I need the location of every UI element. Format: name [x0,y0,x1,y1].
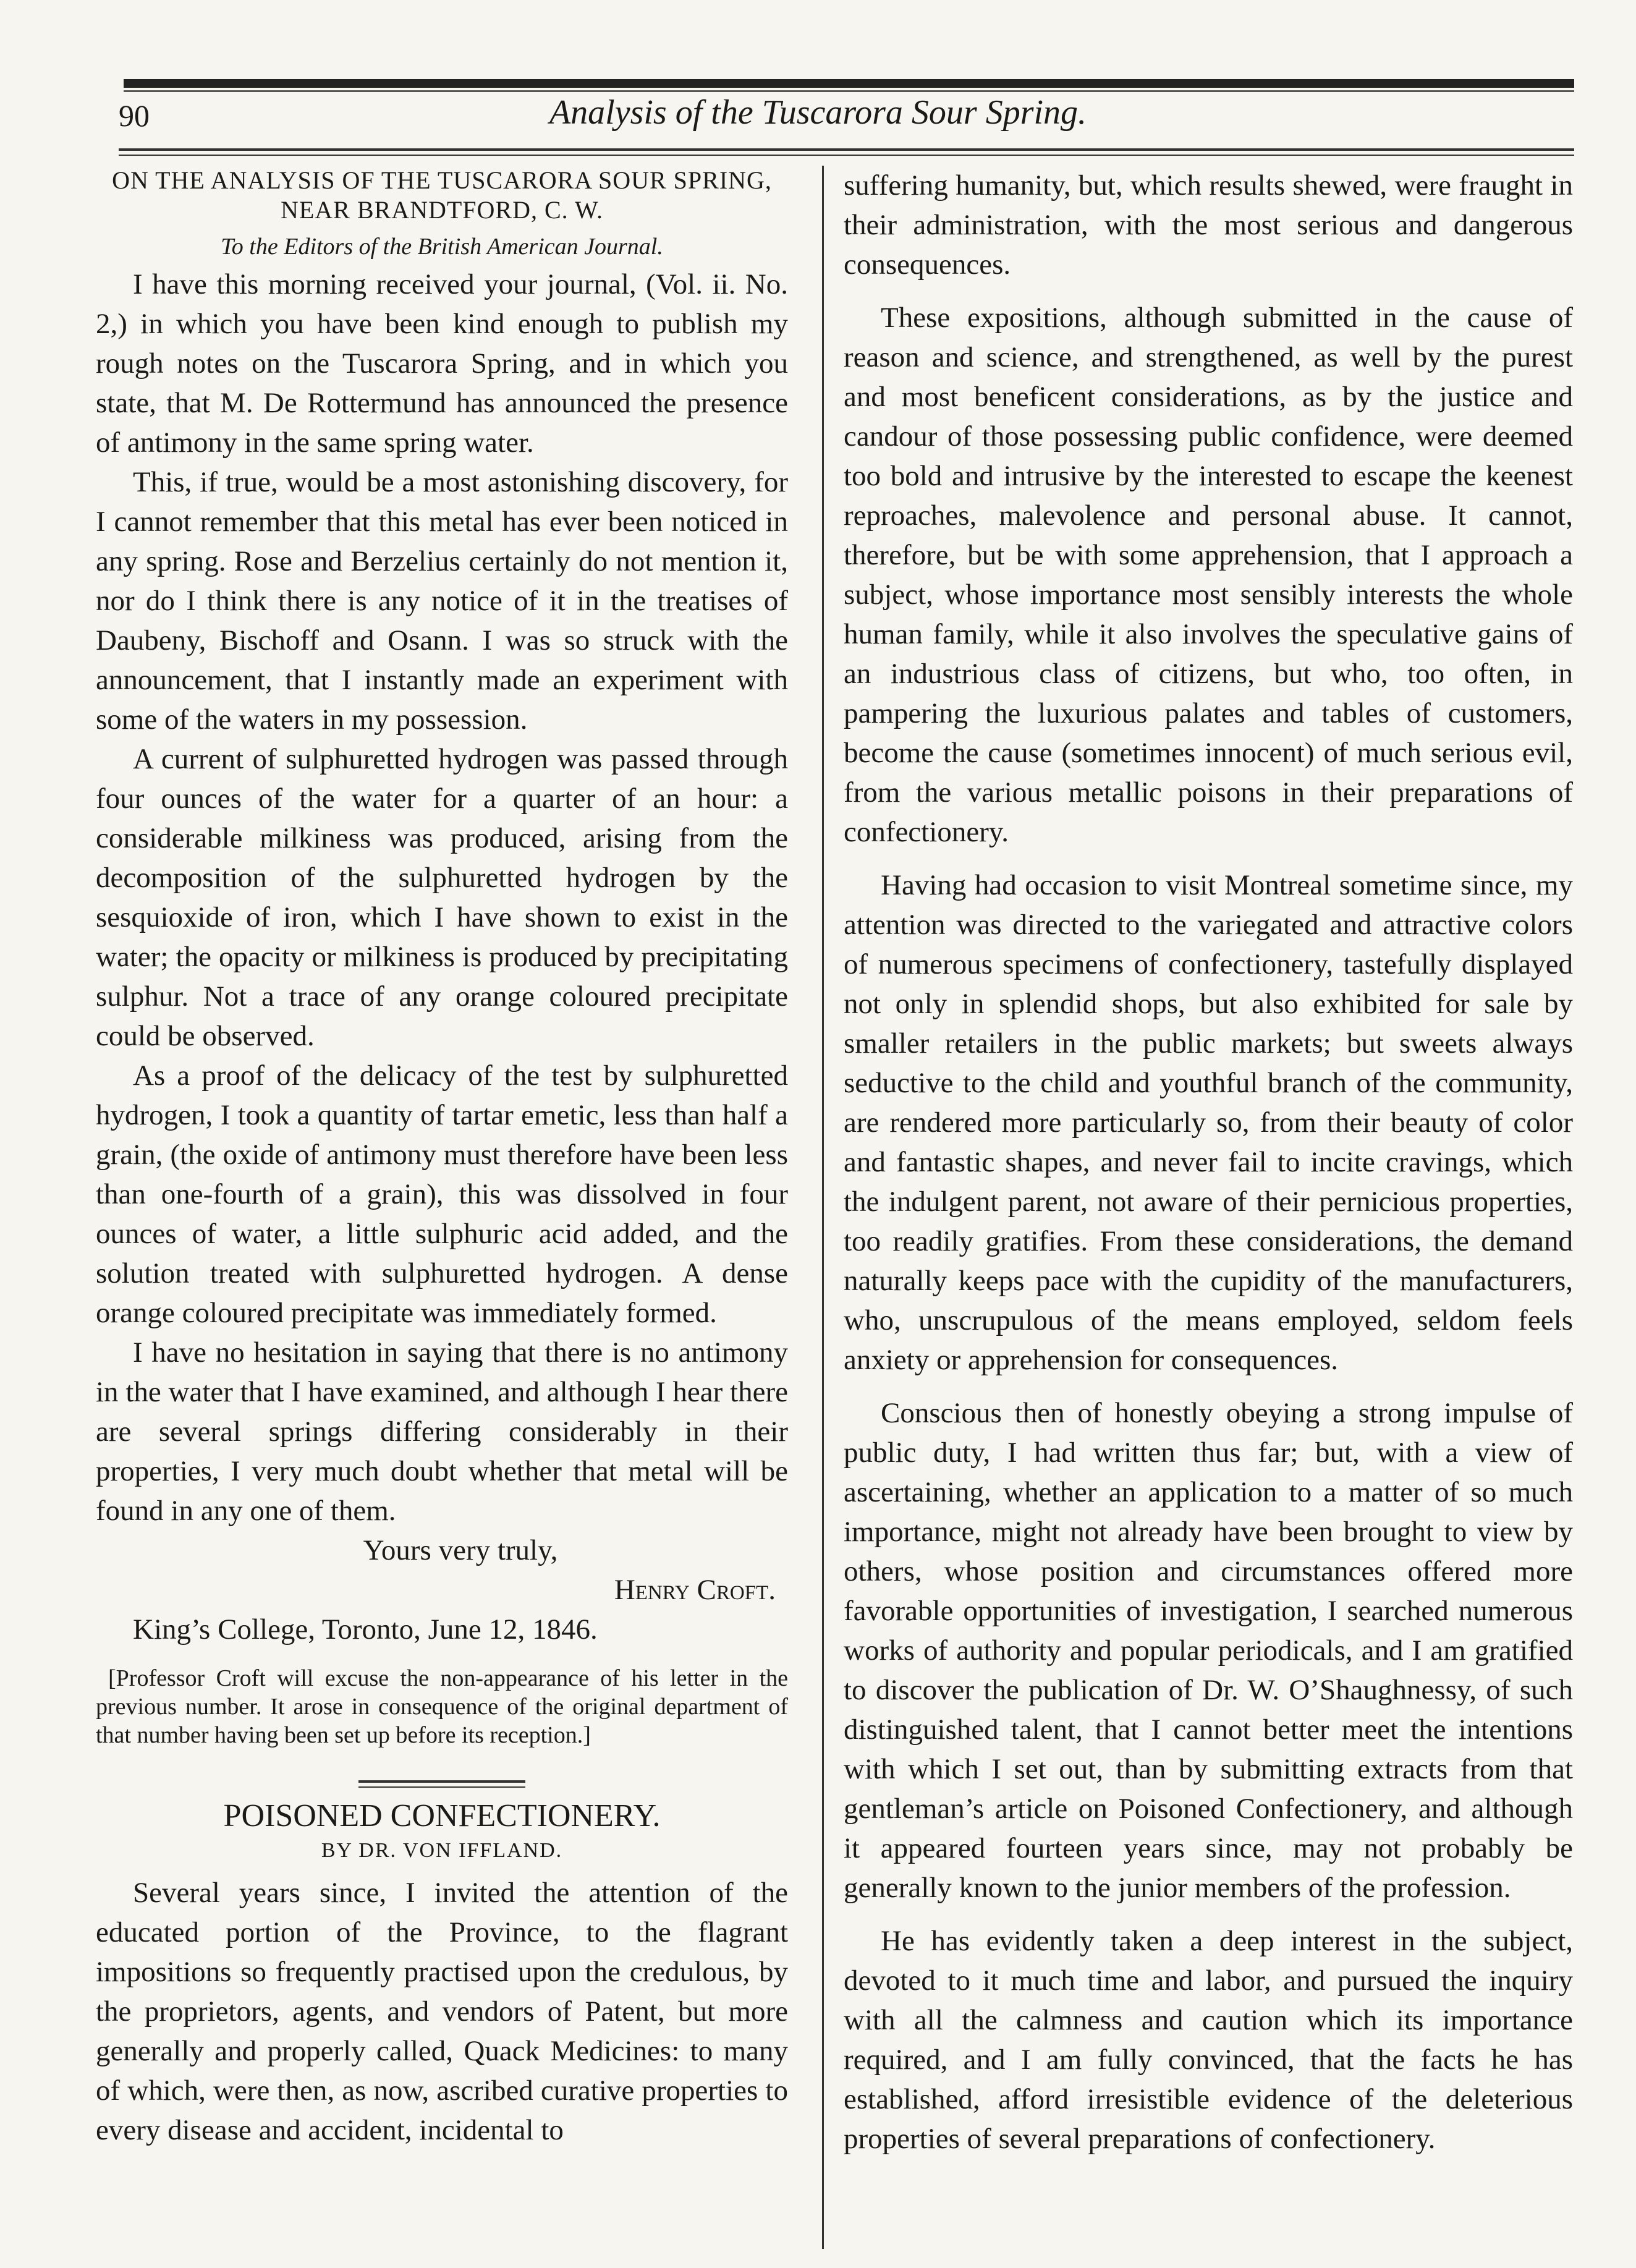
paragraph: This, if true, would be a most astonishing discovery, for I cannot remember that this metal has ever been noticed in any spring. Rose and Berzelius certainly do not mention it, nor do I think there is any notice of it in the treatises of Daubeny, Bischoff and Osann. I was so struck with the announcement, that I instantly made an experiment with some of the waters in my possession. [96,466,788,736]
left-column [96,166,788,2150]
paragraph: These expositions, although submitted in the cause of reason and science, and strengthened, as well by the purest and most beneficent considerations, as by the justice and candour of those possessing public confidence, were deemed too bold and intrusive by the interested to escape the keenest reproaches, malevolence and personal abuse. It cannot, therefore, but be with some apprehension, that I approach a subject, whose importance most sensibly interests the whole human family, while it also involves the speculative gains of an industrious class of citizens, but who, too often, in pampering the luxurious palates and tables of customers, become the cause (sometimes innocent) of much serious evil, from the various metallic poisons in their preparations of confectionery. [844,302,1573,848]
paragraph: I have no hesitation in saying that there is no antimony in the water that I have examined, and although I hear there are several springs differing considerably in their properties, I very much doubt whether that metal will be found in any one of them. [96,1336,788,1527]
top-rule-thin [124,90,1574,92]
article-address: To the Editors of the British American Journal. [221,234,663,260]
letter-closing: Yours very truly, [363,1534,558,1566]
paragraph: I have this morning received your journal, (Vol. ii. No. 2,) in which you have been kind enough to publish my rough notes on the Tuscarora Spring, and in which you state, that M. De Rottermund has announced the presence of antimony in the same spring water. [96,268,788,459]
header-rule-thin [119,155,1574,156]
page-number: 90 [119,98,150,133]
running-head: Analysis of the Tuscarora Sour Spring. [549,93,1087,132]
paragraph: A current of sulphuretted hydrogen was passed through four ounces of the water for a quarter of an hour: a considerable milkiness was produced, arising from the decomposition of the sulphuretted hydrogen by the sesquioxide of iron, which I have shown to exist in the water; the opacity or milkiness is produced by precipitating sulphur. Not a trace of any orange coloured precipitate could be observed. [96,743,788,1052]
editor-note: [Professor Croft will excuse the non-appearance of his letter in the previous number. It arose in consequence of the original department of that number having been set up before its reception.] [96,1665,788,1748]
paragraph: Having had occasion to visit Montreal sometime since, my attention was directed to the variegated and attractive colors of numerous specimens of confectionery, tastefully displayed not only in splendid shops, but also exhibited for sale by smaller retailers in the public markets; but sweets always seductive to the child and youthful branch of the community, are rendered more particularly so, from their beauty of color and fantastic shapes, and never fail to incite cravings, which the indulgent parent, not aware of their pernicious properties, too readily gratifies. From these considerations, the demand naturally keeps pace with the cupidity of the manufacturers, who, unscrupulous of the means employed, seldom feels anxiety or apprehension for consequences. [844,869,1573,1376]
paragraph: suffering humanity, but, which results shewed, were fraught in their administration, with the most serious and dangerous consequences. [844,169,1573,281]
section-rule [358,1780,525,1783]
paragraph: Several years since, I invited the attention of the educated portion of the Province, to the flagrant impositions so frequently practised upon the credulous, by the proprietors, agents, and vendors of Patent, but more generally and properly called, Quack Medicines: to many of which, were then, as now, ascribed curative properties to every disease and accident, incidental to [96,1877,788,2146]
article-title: ON THE ANALYSIS OF THE TUSCARORA SOUR SPRING, NEAR BRANDTFORD, C. W. [112,166,772,224]
letter-dateline: King’s College, Toronto, June 12, 1846. [133,1613,598,1646]
paragraph: As a proof of the delicacy of the test by sulphuretted hydrogen, I took a quantity of tartar emetic, less than half a grain, (the oxide of antimony must therefore have been less than one-fourth of a grain), this was dissolved in four ounces of water, a little sulphuric acid added, and the solution treated with sulphuretted hydrogen. A dense orange coloured precipitate was immediately formed. [96,1060,788,1329]
right-column [844,166,1573,2159]
letter-signature: Henry Croft. [614,1574,776,1606]
header-rule [119,148,1574,151]
paragraph: Conscious then of honestly obeying a strong impulse of public duty, I had written thus far; but, with a view of ascertaining, whether an application to a matter of so much importance, might not already have been brought to view by others, whose position and circumstances offered more favorable opportunities of investigation, I searched numerous works of authority and popular periodicals, and I am gratified to discover the publication of Dr. W. O’Shaughnessy, of such distinguished talent, that I cannot better meet the intentions with which I set out, than by submitting extracts from that gentleman’s article on Poisoned Confectionery, and although it appeared fourteen years since, may not probably be generally known to the junior members of the profession. [844,1397,1573,1904]
section-byline: BY DR. VON IFFLAND. [321,1839,563,1862]
section-title: POISONED CONFECTIONERY. [223,1798,661,1833]
paragraph: He has evidently taken a deep interest in the subject, devoted to it much time and labor, and pursued the inquiry with all the calmness and caution which its importance required, and I am fully convinced, that the facts he has established, afford irresistible evidence of the deleterious properties of several preparations of confectionery. [844,1925,1573,2155]
section-rule-thin [358,1786,525,1788]
top-rule [124,79,1574,88]
column-divider [822,166,824,2249]
